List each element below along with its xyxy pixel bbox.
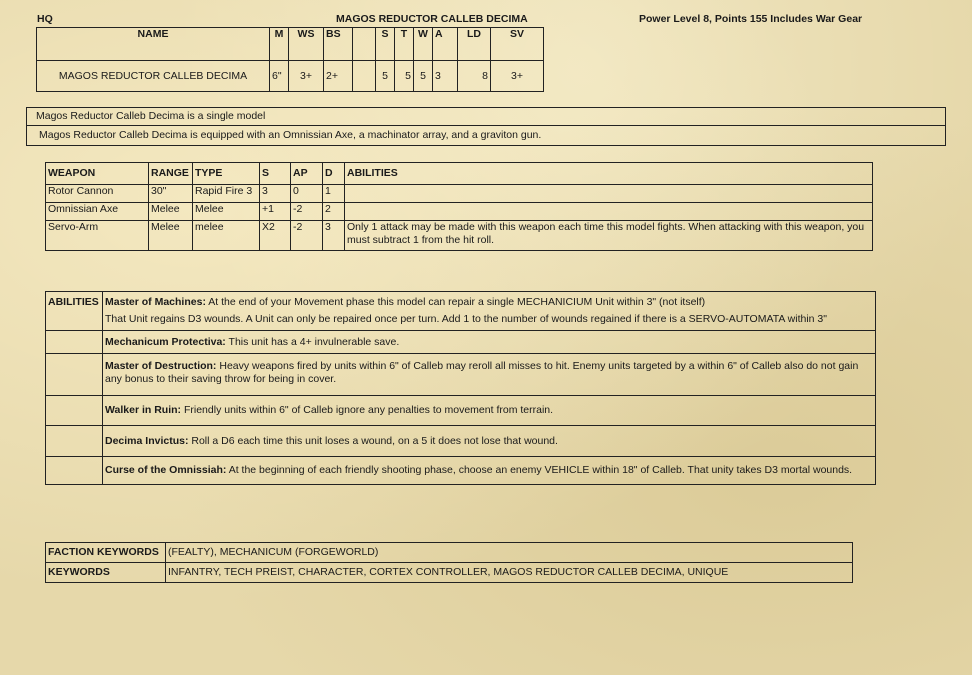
weapon-abilities xyxy=(345,203,873,221)
stat-header-name: NAME xyxy=(37,28,270,61)
stat-header-s: S xyxy=(376,28,395,61)
stat-m: 6" xyxy=(270,61,289,92)
weapon-header-weapon: WEAPON xyxy=(46,163,149,185)
abilities-label-spacer xyxy=(46,457,103,485)
weapon-row xyxy=(46,203,873,221)
weapon-type: melee xyxy=(193,221,260,251)
stat-ld: 8 xyxy=(458,61,491,92)
abilities-label-spacer xyxy=(46,426,103,457)
keywords-table xyxy=(45,542,853,583)
weapon-header-range: RANGE xyxy=(149,163,193,185)
stat-name: MAGOS REDUCTOR CALLEB DECIMA xyxy=(37,61,270,92)
weapon-header-s: S xyxy=(260,163,291,185)
stat-blank xyxy=(353,61,376,92)
ability-extra: That Unit regains D3 wounds. A Unit can only be repaired once per turn. Add 1 to the number of wounds regained if there is a SERVO-AUTOMATA within 3" xyxy=(105,313,828,325)
ability-name: Walker in Ruin: xyxy=(105,404,182,416)
weapon-range: Melee xyxy=(149,203,193,221)
weapon-header-ap: AP xyxy=(291,163,323,185)
ability-name: Master of Machines: xyxy=(105,296,206,308)
composition-line-1: Magos Reductor Calleb Decima is a single model xyxy=(27,108,946,126)
ability-text: Heavy weapons fired by units within 6" of Calleb may reroll all misses to hit. Enemy units targeted by a within 6" of Calleb also do not gain any bonus to their saving throw for being in cover. xyxy=(105,360,859,385)
stat-table xyxy=(36,27,544,92)
faction-keywords-label: FACTION KEYWORDS xyxy=(46,543,166,563)
ability-row xyxy=(103,354,876,396)
stat-header-m: M xyxy=(270,28,289,61)
weapon-header-type: TYPE xyxy=(193,163,260,185)
stat-bs: 2+ xyxy=(324,61,353,92)
weapon-row xyxy=(46,221,873,251)
ability-name: Decima Invictus: xyxy=(105,434,189,447)
stat-header-w: W xyxy=(414,28,433,61)
weapon-header-d: D xyxy=(323,163,345,185)
weapon-s: +1 xyxy=(260,203,291,221)
weapon-name: Rotor Cannon xyxy=(46,185,149,203)
ability-text: Friendly units within 6" of Calleb ignore any penalties to movement from terrain. xyxy=(183,404,554,416)
ability-text: Roll a D6 each time this unit loses a wound, on a 5 it does not lose that wound. xyxy=(191,434,558,447)
abilities-table xyxy=(45,291,876,485)
weapon-s: X2 xyxy=(260,221,291,251)
weapon-d: 3 xyxy=(323,221,345,251)
stat-header-sv: SV xyxy=(491,28,544,61)
abilities-label-spacer xyxy=(46,396,103,426)
stat-header-a: A xyxy=(433,28,458,61)
keywords-label: KEYWORDS xyxy=(46,563,166,583)
unit-title: MAGOS REDUCTOR CALLEB DECIMA xyxy=(336,13,528,25)
weapon-type: Rapid Fire 3 xyxy=(193,185,260,203)
weapon-header-abilities: ABILITIES xyxy=(345,163,873,185)
weapon-name: Servo-Arm xyxy=(46,221,149,251)
ability-name: Mechanicum Protectiva: xyxy=(105,335,226,348)
composition-box xyxy=(26,107,946,146)
abilities-label: ABILITIES xyxy=(46,292,103,331)
ability-name: Curse of the Omnissiah: xyxy=(105,464,227,476)
stat-sv: 3+ xyxy=(491,61,544,92)
ability-row xyxy=(103,292,876,331)
weapon-ap: -2 xyxy=(291,221,323,251)
weapon-d: 1 xyxy=(323,185,345,203)
ability-row xyxy=(103,331,876,354)
faction-keywords-value: (FEALTY), MECHANICUM (FORGEWORLD) xyxy=(166,543,853,563)
stat-header-ws: WS xyxy=(289,28,324,61)
weapons-table xyxy=(45,162,873,251)
abilities-label-spacer xyxy=(46,354,103,396)
composition-line-2: Magos Reductor Calleb Decima is equipped with an Omnissian Axe, a machinator array, and a graviton gun. xyxy=(27,126,946,146)
keywords-value: INFANTRY, TECH PREIST, CHARACTER, CORTEX CONTROLLER, MAGOS REDUCTOR CALLEB DECIMA, UNIQUE xyxy=(166,563,853,583)
weapon-abilities: Only 1 attack may be made with this weapon each time this model fights. When attacking with this weapon, you must subtract 1 from the hit roll. xyxy=(345,221,873,251)
slot-label: HQ xyxy=(37,13,53,25)
weapon-row xyxy=(46,185,873,203)
ability-text: This unit has a 4+ invulnerable save. xyxy=(228,335,400,348)
stat-t: 5 xyxy=(395,61,414,92)
ability-text: At the beginning of each friendly shooting phase, choose an enemy VEHICLE within 18" of Calleb. That unity takes D3 mortal wounds. xyxy=(228,464,853,476)
weapon-range: 30" xyxy=(149,185,193,203)
ability-name: Master of Destruction: xyxy=(105,360,217,372)
weapon-d: 2 xyxy=(323,203,345,221)
stat-s: 5 xyxy=(376,61,395,92)
weapon-name: Omnissian Axe xyxy=(46,203,149,221)
stat-header-ld: LD xyxy=(458,28,491,61)
ability-row xyxy=(103,457,876,485)
weapon-ap: -2 xyxy=(291,203,323,221)
weapon-range: Melee xyxy=(149,221,193,251)
stat-w: 5 xyxy=(414,61,433,92)
ability-text: At the end of your Movement phase this model can repair a single MECHANICIUM Unit within 3" (not itself) xyxy=(208,296,706,308)
stat-header-bs: BS xyxy=(324,28,353,61)
stat-header-blank xyxy=(353,28,376,61)
ability-row xyxy=(103,426,876,457)
weapon-type: Melee xyxy=(193,203,260,221)
weapon-ap: 0 xyxy=(291,185,323,203)
stat-header-t: T xyxy=(395,28,414,61)
stat-ws: 3+ xyxy=(289,61,324,92)
power-level: Power Level 8, Points 155 Includes War Gear xyxy=(639,13,863,25)
stat-a: 3 xyxy=(433,61,458,92)
ability-row xyxy=(103,396,876,426)
abilities-label-spacer xyxy=(46,331,103,354)
weapon-s: 3 xyxy=(260,185,291,203)
weapon-abilities xyxy=(345,185,873,203)
